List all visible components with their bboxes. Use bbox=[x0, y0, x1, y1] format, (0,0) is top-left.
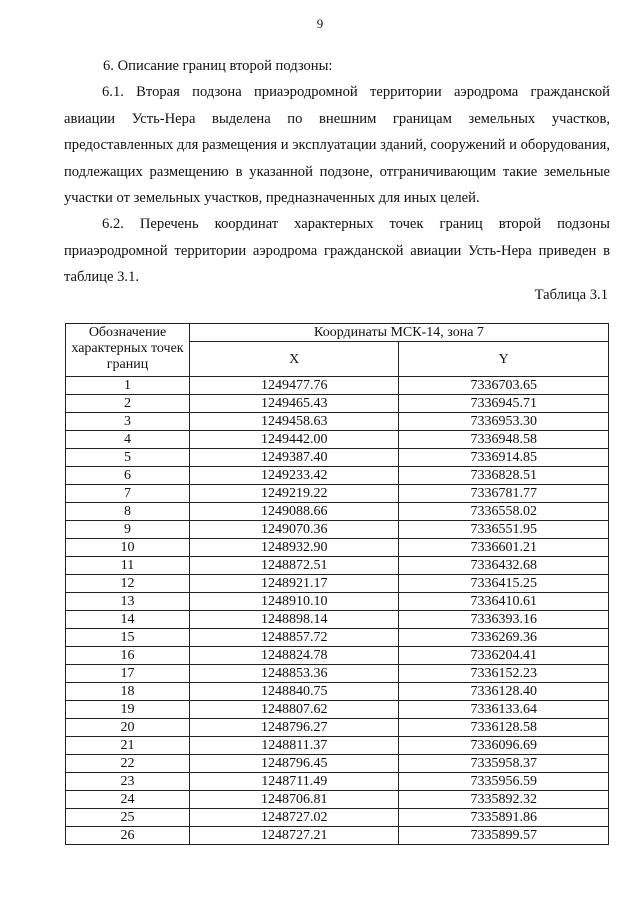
point-number: 18 bbox=[66, 683, 190, 701]
point-number: 22 bbox=[66, 755, 190, 773]
table-row bbox=[66, 431, 609, 449]
point-number: 25 bbox=[66, 809, 190, 827]
coord-x: 1248910.10 bbox=[190, 593, 399, 611]
table-row bbox=[66, 827, 609, 845]
coord-y: 7336128.40 bbox=[399, 683, 609, 701]
point-number: 7 bbox=[66, 485, 190, 503]
coord-x: 1249233.42 bbox=[190, 467, 399, 485]
point-number: 2 bbox=[66, 395, 190, 413]
table-row bbox=[66, 539, 609, 557]
table-row bbox=[66, 773, 609, 791]
table-row bbox=[66, 395, 609, 413]
point-number: 3 bbox=[66, 413, 190, 431]
paragraph-6-1-text: 6.1. Вторая подзона приаэродромной территории аэродрома гражданской авиации Усть-Нера выделена по внешним границам земельных участков, предоставленных для размещения и эксплуатации зданий, сооружений и оборудования, подлежащих размещению в указанной подзоне, отграничивающим такие земельные участки от земельных участков, предназначенных для иных целей. bbox=[64, 84, 610, 206]
point-number: 24 bbox=[66, 791, 190, 809]
paragraph-6-2 bbox=[64, 211, 610, 291]
coord-x: 1248796.27 bbox=[190, 719, 399, 737]
table-row bbox=[66, 701, 609, 719]
point-number: 12 bbox=[66, 575, 190, 593]
coord-y: 7336415.25 bbox=[399, 575, 609, 593]
coord-y: 7336948.58 bbox=[399, 431, 609, 449]
point-number: 20 bbox=[66, 719, 190, 737]
paragraph-6-1 bbox=[64, 79, 610, 212]
coord-y: 7336269.36 bbox=[399, 629, 609, 647]
table-row bbox=[66, 377, 609, 395]
coord-x: 1248824.78 bbox=[190, 647, 399, 665]
table-row bbox=[66, 683, 609, 701]
coord-y: 7336096.69 bbox=[399, 737, 609, 755]
coord-x: 1248932.90 bbox=[190, 539, 399, 557]
coord-x: 1248853.36 bbox=[190, 665, 399, 683]
table-row bbox=[66, 791, 609, 809]
table-row bbox=[66, 737, 609, 755]
coord-y: 7335892.32 bbox=[399, 791, 609, 809]
coord-x: 1248840.75 bbox=[190, 683, 399, 701]
point-number: 17 bbox=[66, 665, 190, 683]
coord-y: 7336133.64 bbox=[399, 701, 609, 719]
coord-x: 1248706.81 bbox=[190, 791, 399, 809]
table-row bbox=[66, 719, 609, 737]
table-row bbox=[66, 593, 609, 611]
coord-x: 1248872.51 bbox=[190, 557, 399, 575]
coordinates-table bbox=[65, 323, 609, 845]
table-body bbox=[66, 377, 609, 845]
coord-y: 7335958.37 bbox=[399, 755, 609, 773]
coord-x: 1249477.76 bbox=[190, 377, 399, 395]
table-row bbox=[66, 557, 609, 575]
table-row bbox=[66, 485, 609, 503]
coord-x: 1248811.37 bbox=[190, 737, 399, 755]
coord-x: 1248898.14 bbox=[190, 611, 399, 629]
table-row bbox=[66, 755, 609, 773]
table-row bbox=[66, 809, 609, 827]
table-row bbox=[66, 413, 609, 431]
point-number: 9 bbox=[66, 521, 190, 539]
point-number: 13 bbox=[66, 593, 190, 611]
point-number: 5 bbox=[66, 449, 190, 467]
page-number: 9 bbox=[316, 16, 324, 31]
coord-y: 7335956.59 bbox=[399, 773, 609, 791]
coord-x: 1249465.43 bbox=[190, 395, 399, 413]
table-row bbox=[66, 449, 609, 467]
table-row bbox=[66, 503, 609, 521]
coord-y: 7336945.71 bbox=[399, 395, 609, 413]
paragraph-6-2-text: 6.2. Перечень координат характерных точек границ второй подзоны приаэродромной территории аэродрома гражданской авиации Усть-Нера приведен в таблице 3.1. bbox=[64, 216, 610, 285]
coord-y: 7336393.16 bbox=[399, 611, 609, 629]
point-number: 19 bbox=[66, 701, 190, 719]
coord-x: 1249442.00 bbox=[190, 431, 399, 449]
coord-x: 1248711.49 bbox=[190, 773, 399, 791]
table-row bbox=[66, 575, 609, 593]
header-coordinates: Координаты МСК-14, зона 7 bbox=[190, 324, 609, 342]
coord-y: 7336410.61 bbox=[399, 593, 609, 611]
coord-x: 1248807.62 bbox=[190, 701, 399, 719]
coord-x: 1248727.02 bbox=[190, 809, 399, 827]
coord-y: 7336204.41 bbox=[399, 647, 609, 665]
point-number: 8 bbox=[66, 503, 190, 521]
point-number: 6 bbox=[66, 467, 190, 485]
point-number: 1 bbox=[66, 377, 190, 395]
coord-y: 7336953.30 bbox=[399, 413, 609, 431]
coord-y: 7336828.51 bbox=[399, 467, 609, 485]
table-row bbox=[66, 611, 609, 629]
table-row bbox=[66, 629, 609, 647]
point-number: 16 bbox=[66, 647, 190, 665]
coord-y: 7335891.86 bbox=[399, 809, 609, 827]
table-row bbox=[66, 521, 609, 539]
table-row bbox=[66, 467, 609, 485]
coord-y: 7336781.77 bbox=[399, 485, 609, 503]
coord-x: 1249088.66 bbox=[190, 503, 399, 521]
coord-y: 7336601.21 bbox=[399, 539, 609, 557]
coord-x: 1248921.17 bbox=[190, 575, 399, 593]
coord-y: 7336128.58 bbox=[399, 719, 609, 737]
table-row bbox=[66, 665, 609, 683]
coord-x: 1248727.21 bbox=[190, 827, 399, 845]
coord-y: 7336914.85 bbox=[399, 449, 609, 467]
header-x: X bbox=[190, 342, 399, 377]
coord-x: 1249070.36 bbox=[190, 521, 399, 539]
coord-y: 7336703.65 bbox=[399, 377, 609, 395]
point-number: 21 bbox=[66, 737, 190, 755]
header-y: Y bbox=[399, 342, 609, 377]
point-number: 11 bbox=[66, 557, 190, 575]
table-row bbox=[66, 647, 609, 665]
point-number: 15 bbox=[66, 629, 190, 647]
coord-y: 7336558.02 bbox=[399, 503, 609, 521]
coord-y: 7335899.57 bbox=[399, 827, 609, 845]
header-point-label: Обозначение характерных точек границ bbox=[66, 324, 190, 377]
point-number: 23 bbox=[66, 773, 190, 791]
coord-x: 1248857.72 bbox=[190, 629, 399, 647]
coord-x: 1249219.22 bbox=[190, 485, 399, 503]
point-number: 26 bbox=[66, 827, 190, 845]
coord-y: 7336432.68 bbox=[399, 557, 609, 575]
point-number: 4 bbox=[66, 431, 190, 449]
coord-x: 1248796.45 bbox=[190, 755, 399, 773]
point-number: 10 bbox=[66, 539, 190, 557]
table-caption: Таблица 3.1 bbox=[534, 287, 608, 303]
coord-x: 1249458.63 bbox=[190, 413, 399, 431]
coord-x: 1249387.40 bbox=[190, 449, 399, 467]
coord-y: 7336551.95 bbox=[399, 521, 609, 539]
point-number: 14 bbox=[66, 611, 190, 629]
section-heading: 6. Описание границ второй подзоны: bbox=[103, 58, 333, 74]
coord-y: 7336152.23 bbox=[399, 665, 609, 683]
